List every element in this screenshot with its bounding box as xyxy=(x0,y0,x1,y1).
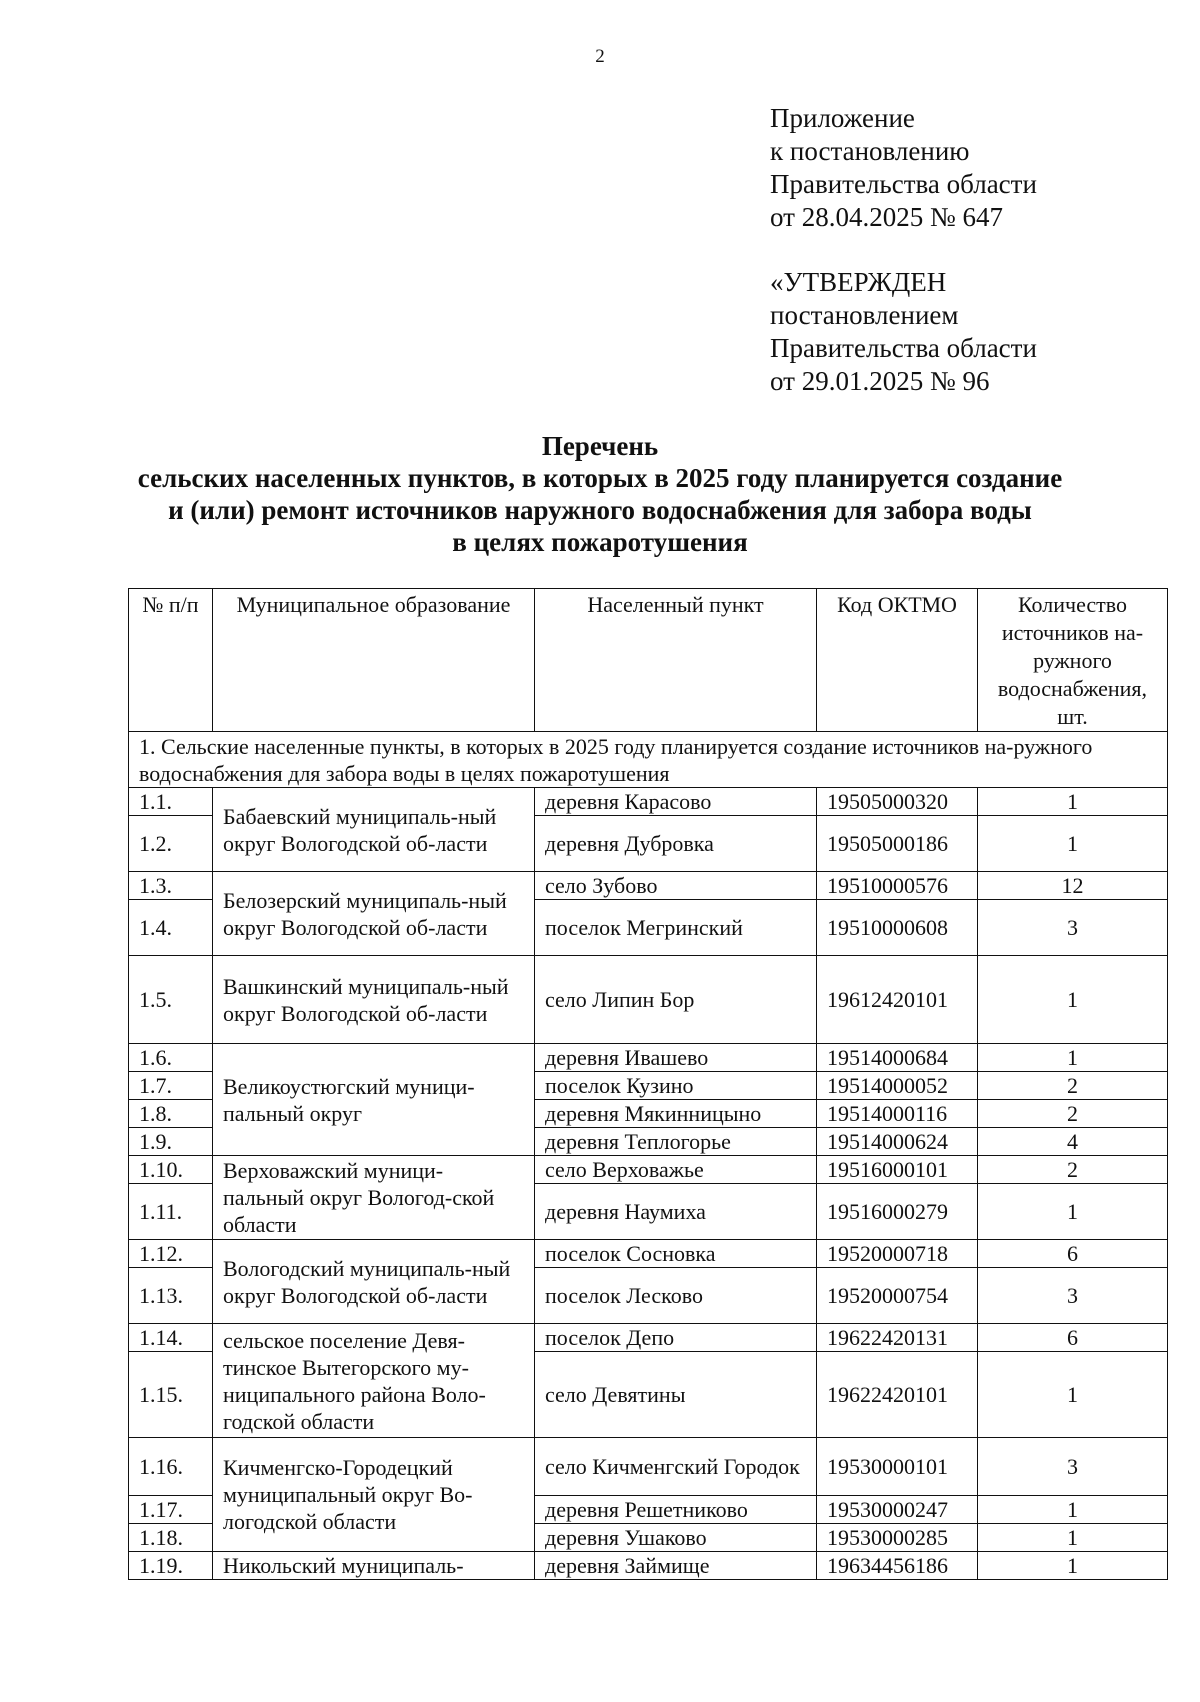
row-locality: деревня Теплогорье xyxy=(535,1128,817,1156)
row-locality: деревня Наумиха xyxy=(535,1184,817,1240)
row-count: 1 xyxy=(978,1496,1168,1524)
row-locality: село Зубово xyxy=(535,872,817,900)
row-num: 1.2. xyxy=(129,816,213,872)
row-oktmo: 19622420101 xyxy=(817,1352,978,1438)
row-oktmo: 19514000624 xyxy=(817,1128,978,1156)
row-num: 1.18. xyxy=(129,1524,213,1552)
row-count: 1 xyxy=(978,1044,1168,1072)
row-locality: деревня Дубровка xyxy=(535,816,817,872)
row-oktmo: 19514000116 xyxy=(817,1100,978,1128)
row-oktmo: 19634456186 xyxy=(817,1552,978,1580)
row-locality: село Верховажье xyxy=(535,1156,817,1184)
row-oktmo: 19516000279 xyxy=(817,1184,978,1240)
row-num: 1.9. xyxy=(129,1128,213,1156)
row-oktmo: 19514000684 xyxy=(817,1044,978,1072)
title-line: и (или) ремонт источников наружного водоснабжения для забора воды xyxy=(168,495,1032,525)
row-municipality: Великоустюгский муници-пальный округ xyxy=(213,1044,535,1156)
row-locality: поселок Сосновка xyxy=(535,1240,817,1268)
appendix-line: Правительства области xyxy=(770,169,1037,199)
row-oktmo: 19622420131 xyxy=(817,1324,978,1352)
header-locality: Населенный пункт xyxy=(535,589,817,732)
row-locality: село Липин Бор xyxy=(535,956,817,1044)
row-oktmo: 19510000608 xyxy=(817,900,978,956)
row-count: 1 xyxy=(978,788,1168,816)
header-oktmo: Код ОКТМО xyxy=(817,589,978,732)
row-num: 1.6. xyxy=(129,1044,213,1072)
row-count: 1 xyxy=(978,1352,1168,1438)
row-locality: поселок Кузино xyxy=(535,1072,817,1100)
appendix-line: от 28.04.2025 № 647 xyxy=(770,202,1003,232)
row-count: 4 xyxy=(978,1128,1168,1156)
row-num: 1.19. xyxy=(129,1552,213,1580)
row-oktmo: 19510000576 xyxy=(817,872,978,900)
table-row xyxy=(129,1156,1168,1184)
row-locality: деревня Ушаково xyxy=(535,1524,817,1552)
approved-block xyxy=(770,266,1037,398)
row-count: 12 xyxy=(978,872,1168,900)
row-oktmo: 19516000101 xyxy=(817,1156,978,1184)
approved-line: постановлением xyxy=(770,300,959,330)
appendix-line: Приложение xyxy=(770,103,915,133)
title-line: сельских населенных пунктов, в которых в 2025 году планируется создание xyxy=(137,463,1063,493)
row-count: 6 xyxy=(978,1240,1168,1268)
row-oktmo: 19612420101 xyxy=(817,956,978,1044)
row-municipality: Вологодский муниципаль-ный округ Вологодской об-ласти xyxy=(213,1240,535,1324)
row-locality: деревня Займище xyxy=(535,1552,817,1580)
row-count: 3 xyxy=(978,1268,1168,1324)
row-count: 3 xyxy=(978,1438,1168,1496)
row-oktmo: 19505000320 xyxy=(817,788,978,816)
table-row xyxy=(129,1240,1168,1268)
row-num: 1.17. xyxy=(129,1496,213,1524)
table-row xyxy=(129,956,1168,1044)
row-count: 1 xyxy=(978,1184,1168,1240)
row-locality: село Кичменгский Городок xyxy=(535,1438,817,1496)
row-locality: поселок Мегринский xyxy=(535,900,817,956)
row-num: 1.11. xyxy=(129,1184,213,1240)
row-count: 3 xyxy=(978,900,1168,956)
row-num: 1.10. xyxy=(129,1156,213,1184)
table-row xyxy=(129,872,1168,900)
table-row xyxy=(129,1044,1168,1072)
row-num: 1.13. xyxy=(129,1268,213,1324)
settlements-table xyxy=(128,588,1168,1580)
approved-line: Правительства области xyxy=(770,333,1037,363)
approved-line: от 29.01.2025 № 96 xyxy=(770,366,990,396)
header-num: № п/п xyxy=(129,589,213,732)
row-num: 1.3. xyxy=(129,872,213,900)
row-locality: деревня Карасово xyxy=(535,788,817,816)
appendix-block xyxy=(770,102,1037,234)
row-count: 2 xyxy=(978,1156,1168,1184)
row-num: 1.4. xyxy=(129,900,213,956)
row-oktmo: 19530000101 xyxy=(817,1438,978,1496)
row-locality: деревня Ивашево xyxy=(535,1044,817,1072)
header-municipality: Муниципальное образование xyxy=(213,589,535,732)
row-municipality: Вашкинский муниципаль-ный округ Вологодской об-ласти xyxy=(213,956,535,1044)
row-count: 1 xyxy=(978,816,1168,872)
row-municipality: Кичменгско-Городецкий муниципальный округ Во-логодской области xyxy=(213,1438,535,1552)
row-municipality: Никольский муниципаль- xyxy=(213,1552,535,1580)
row-oktmo: 19505000186 xyxy=(817,816,978,872)
header-count: Количество источников на-ружного водоснабжения, шт. xyxy=(978,589,1168,732)
row-municipality: Верховажский муници-пальный округ Вологод-ской области xyxy=(213,1156,535,1240)
row-locality: деревня Решетниково xyxy=(535,1496,817,1524)
row-locality: поселок Лесково xyxy=(535,1268,817,1324)
row-oktmo: 19514000052 xyxy=(817,1072,978,1100)
row-num: 1.1. xyxy=(129,788,213,816)
row-oktmo: 19520000718 xyxy=(817,1240,978,1268)
table-row xyxy=(129,1324,1168,1352)
row-oktmo: 19520000754 xyxy=(817,1268,978,1324)
row-locality: село Девятины xyxy=(535,1352,817,1438)
table-row xyxy=(129,788,1168,816)
table-header-row xyxy=(129,589,1168,732)
row-num: 1.12. xyxy=(129,1240,213,1268)
row-num: 1.8. xyxy=(129,1100,213,1128)
table-row xyxy=(129,1438,1168,1496)
title-line: Перечень xyxy=(541,431,659,461)
page-number: 2 xyxy=(595,46,605,67)
row-municipality: Белозерский муниципаль-ный округ Вологодской об-ласти xyxy=(213,872,535,956)
section-title: 1. Сельские населенные пункты, в которых в 2025 году планируется создание источников на-ружного водоснабжения для забора воды в целях пожаротушения xyxy=(129,732,1168,788)
row-locality: деревня Мякинницыно xyxy=(535,1100,817,1128)
row-count: 1 xyxy=(978,1524,1168,1552)
document-title xyxy=(100,430,1100,558)
row-num: 1.7. xyxy=(129,1072,213,1100)
row-municipality: сельское поселение Девя-тинское Вытегорского му-ниципального района Воло-годской области xyxy=(213,1324,535,1438)
approved-line: «УТВЕРЖДЕН xyxy=(770,267,947,297)
title-line: в целях пожаротушения xyxy=(452,527,748,557)
section-row xyxy=(129,732,1168,788)
table-row xyxy=(129,1552,1168,1580)
row-count: 1 xyxy=(978,956,1168,1044)
row-num: 1.16. xyxy=(129,1438,213,1496)
row-oktmo: 19530000247 xyxy=(817,1496,978,1524)
row-oktmo: 19530000285 xyxy=(817,1524,978,1552)
row-num: 1.14. xyxy=(129,1324,213,1352)
row-count: 1 xyxy=(978,1552,1168,1580)
row-locality: поселок Депо xyxy=(535,1324,817,1352)
appendix-line: к постановлению xyxy=(770,136,970,166)
row-count: 6 xyxy=(978,1324,1168,1352)
row-count: 2 xyxy=(978,1100,1168,1128)
row-count: 2 xyxy=(978,1072,1168,1100)
row-municipality: Бабаевский муниципаль-ный округ Вологодской об-ласти xyxy=(213,788,535,872)
row-num: 1.15. xyxy=(129,1352,213,1438)
row-num: 1.5. xyxy=(129,956,213,1044)
